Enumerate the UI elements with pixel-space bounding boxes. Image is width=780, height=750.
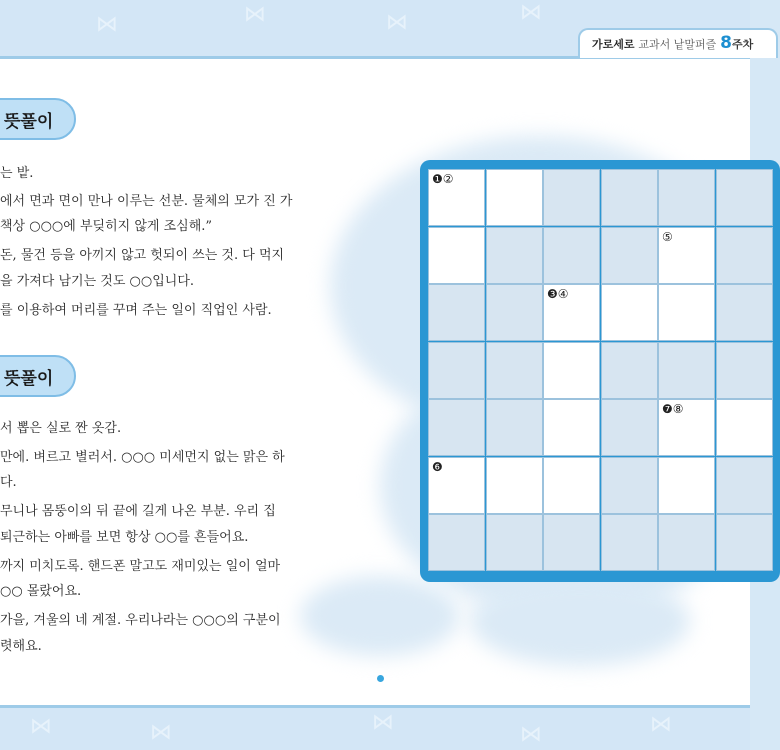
blocked-cell: [658, 514, 715, 571]
clue-line: 무니나 몸뚱이의 뒤 끝에 길게 나온 부분. 우리 집: [0, 504, 276, 519]
page-indicator-dot: [377, 675, 384, 682]
answer-cell[interactable]: [601, 284, 658, 341]
blocked-cell: [658, 342, 715, 399]
blocked-cell: [716, 457, 773, 514]
clue-line: 서 뽑은 실로 짠 옷감.: [0, 421, 122, 436]
header-title: [592, 33, 753, 53]
answer-cell[interactable]: [428, 169, 485, 226]
week-number: 8: [720, 33, 732, 53]
clue-line: 가을, 겨울의 네 계절. 우리나라는 ○○○의 구분이: [0, 613, 281, 628]
blocked-cell: [601, 342, 658, 399]
blocked-cell: [658, 169, 715, 226]
clue-number: ❼⑧: [662, 402, 684, 416]
blocked-cell: [716, 284, 773, 341]
answer-cell[interactable]: [486, 169, 543, 226]
answer-cell[interactable]: [543, 342, 600, 399]
bow-icon: ⋈: [244, 2, 266, 27]
blocked-cell: [601, 514, 658, 571]
crossword-grid: [428, 169, 750, 575]
blocked-cell: [428, 514, 485, 571]
clue-line: 돈, 물건 등을 아끼지 않고 헛되이 쓰는 것. 다 먹지: [0, 248, 285, 263]
clue-number: ❶②: [432, 172, 454, 186]
answer-cell[interactable]: [543, 284, 600, 341]
blocked-cell: [716, 514, 773, 571]
blocked-cell: [601, 457, 658, 514]
clue-line: 까지 미치도록. 핸드폰 말고도 재미있는 일이 얼마: [0, 559, 281, 574]
clue-line: 렷해요.: [0, 639, 42, 654]
answer-cell[interactable]: [428, 457, 485, 514]
bow-icon: ⋈: [150, 720, 172, 745]
blocked-cell: [486, 342, 543, 399]
blocked-cell: [486, 399, 543, 456]
header-title-part1: 가로세로: [592, 38, 635, 51]
blocked-cell: [428, 399, 485, 456]
week-suffix: 주차: [731, 38, 754, 51]
clue-number: ⑤: [662, 229, 673, 244]
blocked-cell: [543, 227, 600, 284]
blocked-cell: [601, 399, 658, 456]
clue-line: ○○ 몰랐어요.: [0, 584, 82, 599]
blocked-cell: [716, 169, 773, 226]
blocked-cell: [716, 342, 773, 399]
clue-line: 을 가져다 남기는 것도 ○○입니다.: [0, 274, 195, 289]
answer-cell[interactable]: [428, 227, 485, 284]
clue-line: 를 이용하여 머리를 꾸며 주는 일이 직업인 사람.: [0, 303, 272, 318]
blocked-cell: [601, 227, 658, 284]
answer-cell[interactable]: [658, 399, 715, 456]
header-title-part2: 교과서 낱말퍼즐: [638, 38, 717, 51]
blocked-cell: [486, 284, 543, 341]
blocked-cell: [716, 227, 773, 284]
blocked-cell: [543, 169, 600, 226]
blocked-cell: [486, 227, 543, 284]
cloud-background: [300, 576, 460, 656]
bow-icon: ⋈: [96, 12, 118, 37]
clue-number: ❸④: [547, 287, 569, 301]
clue-line: 다.: [0, 475, 17, 490]
blocked-cell: [601, 169, 658, 226]
clue-number: ❻: [432, 459, 443, 474]
clue-line: 에서 면과 면이 만나 이루는 선분. 물체의 모가 진 가: [0, 194, 293, 209]
answer-cell[interactable]: [658, 284, 715, 341]
answer-cell[interactable]: [658, 227, 715, 284]
clue-line: 퇴근하는 아빠를 보면 항상 ○○를 흔들어요.: [0, 530, 249, 545]
cloud-background: [470, 576, 690, 666]
blocked-cell: [428, 284, 485, 341]
section-label: 뜻풀이: [4, 369, 54, 389]
clue-line: 만에. 벼르고 별러서. ○○○ 미세먼지 없는 맑은 하: [0, 450, 285, 465]
clue-line: 는 밭.: [0, 166, 34, 181]
answer-cell[interactable]: [658, 457, 715, 514]
bow-icon: ⋈: [30, 714, 52, 739]
page-bottom-border: [0, 705, 750, 708]
answer-cell[interactable]: [543, 399, 600, 456]
answer-cell[interactable]: [486, 457, 543, 514]
section-label: 뜻풀이: [4, 112, 54, 132]
blocked-cell: [486, 514, 543, 571]
bow-icon: ⋈: [372, 710, 394, 735]
bow-icon: ⋈: [520, 0, 542, 25]
bow-icon: ⋈: [650, 712, 672, 737]
blocked-cell: [543, 514, 600, 571]
bow-icon: ⋈: [520, 722, 542, 747]
answer-cell[interactable]: [543, 457, 600, 514]
answer-cell[interactable]: [716, 399, 773, 456]
blocked-cell: [428, 342, 485, 399]
bow-icon: ⋈: [386, 10, 408, 35]
clue-line: 책상 ○○○에 부딪히지 않게 조심해.”: [0, 219, 213, 234]
